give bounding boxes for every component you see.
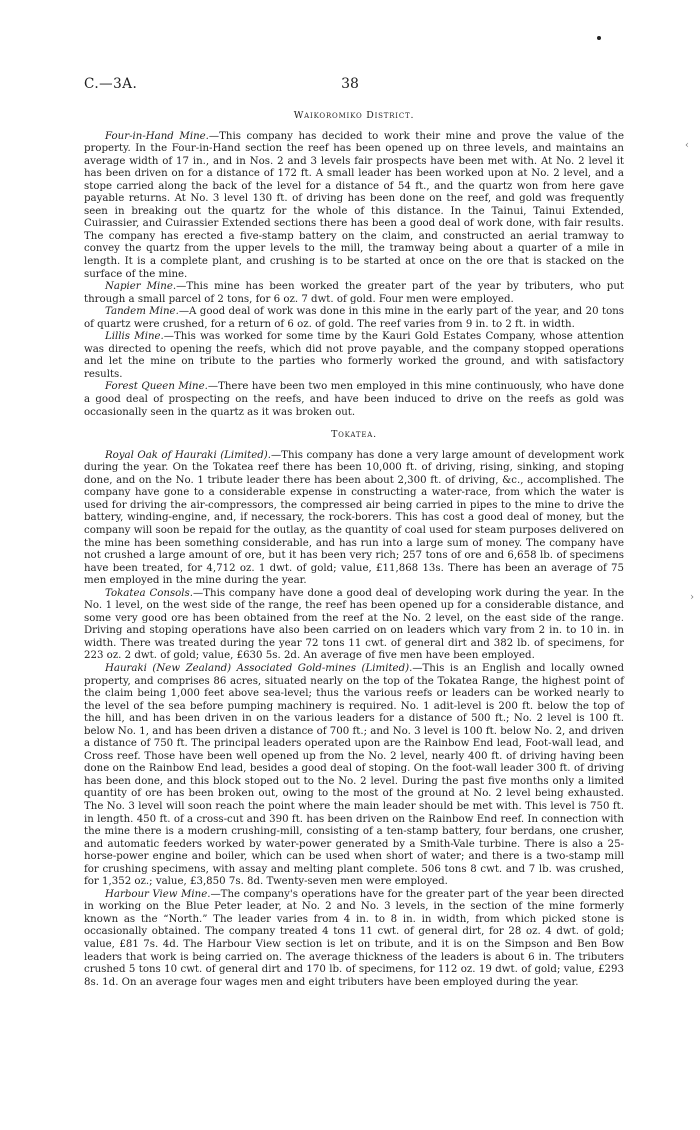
mine-name: Tandem Mine. [105, 306, 179, 318]
mine-paragraph [84, 381, 624, 419]
mine-name: Hauraki (New Zealand) Associated Gold-mines (Limited). [105, 662, 413, 674]
mine-paragraph [84, 588, 624, 663]
mine-text: —This was worked for some time by the Kauri Gold Estates Company, whose attention was directed to opening the reefs, which did not prove payable, and the company stopped operations and let the mine on tribute to the parties who formerly worked the ground, and with satisfactory results. [84, 331, 624, 380]
mine-name: Lillis Mine. [105, 331, 164, 343]
mine-paragraph [84, 331, 624, 381]
page-number: 38 [341, 76, 359, 92]
mine-text: —This company have done a good deal of developing work during the year. In the No. 1 level, on the west side of the range, the reef has been opened up for a considerable distance, and some very good ore has been obtained from the reef at the No. 2 level, on the east side of the range. Driving and stoping operations have also been carried on on leaders which vary from 2 in. to 10 in. in width. There was treated during the year 72 tons 11 cwt. of general dirt and 382 lb. of specimens, for 223 oz. 2 dwt. of gold; value, £630 5s. 2d. An average of five men have been employed. [84, 587, 624, 662]
page-header [84, 76, 616, 94]
mine-text: —The company's operations have for the greater part of the year been directed in working on the Blue Peter leader, at No. 2 and No. 3 levels, in the section of the mine formerly known as the “North.” The leader varies from 4 in. to 8 in. in width, from which picked stone is occasionally obtained. The company treated 4 tons 11 cwt. of general dirt, for 28 oz. 4 dwt. of gold; value, £81 7s. 4d. The Harbour View section is let on tribute, and it is on the Simpson and Ben Bow leaders that work is being carried on. The average thickness of the leaders is about 6 in. The tributers crushed 5 tons 10 cwt. of general dirt and 170 lb. of specimens, for 112 oz. 19 dwt. of gold; value, £293 8s. 1d. On an average four wages men and eight tributers have been employed during the year. [84, 888, 624, 988]
mine-paragraph [84, 306, 624, 331]
mine-text: —A good deal of work was done in this mine in the early part of the year, and 20 tons of quartz were crushed, for a return of 6 oz. of gold. The reef varies from 9 in. to 2 ft. in width. [84, 306, 625, 330]
mine-name: Forest Queen Mine. [105, 381, 208, 393]
mine-paragraph [84, 131, 624, 282]
mine-paragraph [84, 450, 624, 588]
margin-tick: ‹ [685, 140, 689, 151]
document-body [84, 104, 624, 989]
margin-tick: › [690, 592, 694, 603]
mine-text: —This company has done a very large amount of development work during the year. On the Tokatea reef there has been 10,000 ft. of driving, rising, sinking, and stoping done, and on the No. 1 tribute leader there has been about 2,300 ft. of driving, &c., accomplished. The company have gone to a considerable expense in constructing a water-race, from which the water is used for driving the air-compressors, the compressed air being carried in pipes to the mine to drive the battery, winding-engine, and, if necessary, the rock-borers. This has cost a good deal of money, but the company will soon be repaid for the outlay, as the quantity of coal used for steam purposes delivered on the mine has been something considerable, and has run into a large sum of money. The company have not crushed a large amount of ore, but it has been very rich; 257 tons of ore and 6,658 lb. of specimens have been treated, for 4,712 oz. 1 dwt. of gold; value, £11,868 13s. There has been an average of 75 men employed in the mine during the year. [84, 449, 624, 587]
mine-name: Harbour View Mine. [105, 888, 211, 900]
mine-text: —There have been two men employed in this mine continuously, who have done a good deal of prospecting on the reefs, and have been induced to drive on the reefs as gold was occasionally seen in the quartz as it was broken out. [84, 381, 624, 418]
mine-name: Tokatea Consols. [105, 587, 194, 599]
section-heading: Waikoromiko District. [293, 110, 415, 121]
mine-text: —This is an English and locally owned property, and comprises 86 acres, situated nearly on the top of the Tokatea Range, the highest point of the claim being 1,000 feet above sea-level; thus the various reefs or leaders can be worked nearly to the level of the sea before pumping machinery is required. No. 1 adit-level is 200 ft. below the top of the hill, and has been driven in on the various leaders for a distance of 500 ft.; No. 2 level is 100 ft. below No. 1, and has been driven a distance of 700 ft.; and No. 3 level is 100 ft. below No. 2, and driven a distance of 750 ft. The principal leaders operated upon are the Rainbow End lead, Foot-wall lead, and Cross reef. Those have been well opened up from the No. 2 level, nearly 400 ft. of driving having been done on the Rainbow End lead, besides a good deal of stoping. On the foot-wall leader 300 ft. of driving has been done, and this block stoped out to the No. 2 level. During the past five months only a limited quantity of ore has been broken out, owing to the most of the ground at No. 2 level being exhausted. The No. 3 level will soon reach the point where the main leader should be met with. This level is 750 ft. in length. 450 ft. of a cross-cut and 390 ft. has been driven on the Rainbow End reef. In connection with the mine there is a modern crushing-mill, consisting of a ten-stamp battery, four berdans, one crusher, and automatic feeders worked by water-power generated by a Smith-Vale turbine. There is also a 25-horse-power engine and boiler, which can be used when short of water; and there is a two-stamp mill for crushing specimens, with assay and melting plant complete. 506 tons 8 cwt. and 7 lb. was crushed, for 1,352 oz.; value, £3,850 7s. 8d. Twenty-seven men were employed. [84, 662, 624, 888]
mine-name: Four-in-Hand Mine. [105, 130, 209, 142]
mine-paragraph [84, 281, 624, 306]
page-speck [597, 36, 601, 40]
paper-reference: C.—3A. [84, 76, 138, 92]
mine-paragraph [84, 889, 624, 989]
section-heading: Tokatea. [331, 429, 377, 441]
mine-name: Napier Mine. [105, 281, 177, 293]
mine-paragraph [84, 663, 624, 889]
mine-text: —This mine has been worked the greater part of the year by tributers, who put through a small parcel of 2 tons, for 6 oz. 7 dwt. of gold. Four men were employed. [84, 281, 624, 305]
mine-name: Royal Oak of Hauraki (Limited). [105, 449, 271, 461]
mine-text: —This company has decided to work their mine and prove the value of the property. In the Four-in-Hand section the reef has been opened up on three levels, and maintains an average width of 17 in., and in Nos. 2 and 3 levels fair prospects have been met with. At No. 2 level it has been driven on for a distance of 172 ft. A small leader has been worked upon at No. 2 level, and a stope carried along the back of the level for a distance of 54 ft., and the quartz won from here gave payable returns. At No. 3 level 130 ft. of driving has been done on the reef, and gold was frequently seen in breaking out the quartz for the whole of this distance. In the Tainui, Tainui Extended, Cuirassier, and Cuirassier Extended sections there has been a good deal of work done, with fair results. The company has erected a five-stamp battery on the claim, and constructed an aerial tramway to convey the quartz from the upper levels to the mill, the tramway being about a quarter of a mile in length. It is a complete plant, and crushing is to be started at once on the ore that is stacked on the surface of the mine. [84, 130, 624, 280]
